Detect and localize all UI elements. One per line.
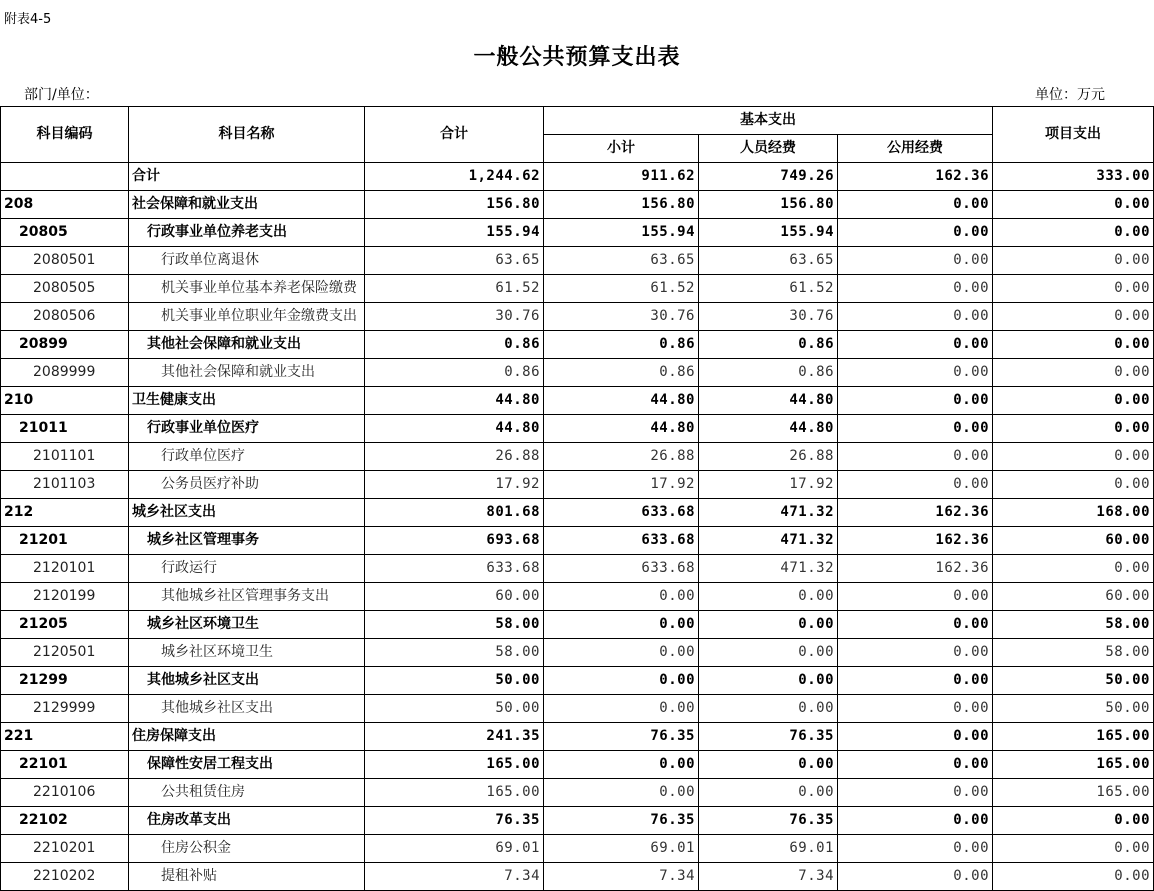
subtotal-cell: 155.94 — [544, 219, 699, 247]
project-expenditure-cell: 0.00 — [993, 275, 1154, 303]
table-body — [1, 163, 1154, 891]
table-row — [1, 667, 1154, 695]
personnel-cost-cell: 26.88 — [699, 443, 838, 471]
project-expenditure-cell: 168.00 — [993, 499, 1154, 527]
subject-name-cell: 城乡社区管理事务 — [129, 527, 365, 555]
table-row — [1, 331, 1154, 359]
subject-code-cell: 212 — [1, 499, 129, 527]
public-cost-cell: 0.00 — [838, 779, 993, 807]
total-cell: 0.86 — [365, 359, 544, 387]
public-cost-cell: 0.00 — [838, 611, 993, 639]
personnel-cost-cell: 156.80 — [699, 191, 838, 219]
table-row — [1, 191, 1154, 219]
table-row — [1, 247, 1154, 275]
personnel-cost-cell: 0.00 — [699, 639, 838, 667]
public-cost-cell: 0.00 — [838, 247, 993, 275]
subtotal-cell: 30.76 — [544, 303, 699, 331]
table-row — [1, 555, 1154, 583]
project-expenditure-cell: 58.00 — [993, 639, 1154, 667]
total-cell: 155.94 — [365, 219, 544, 247]
personnel-cost-cell: 471.32 — [699, 499, 838, 527]
subtotal-cell: 0.00 — [544, 751, 699, 779]
subject-name-cell: 社会保障和就业支出 — [129, 191, 365, 219]
project-expenditure-cell: 60.00 — [993, 583, 1154, 611]
personnel-cost-cell: 44.80 — [699, 387, 838, 415]
subtotal-cell: 0.00 — [544, 667, 699, 695]
subject-name-cell: 行政事业单位医疗 — [129, 415, 365, 443]
total-row — [1, 163, 1154, 191]
subject-code-cell: 20899 — [1, 331, 129, 359]
personnel-cost-cell: 0.86 — [699, 331, 838, 359]
table-row — [1, 835, 1154, 863]
project-expenditure-cell: 0.00 — [993, 555, 1154, 583]
project-expenditure-cell: 0.00 — [993, 191, 1154, 219]
personnel-cost-cell: 155.94 — [699, 219, 838, 247]
header-name: 科目名称 — [129, 107, 365, 163]
public-cost-cell: 0.00 — [838, 275, 993, 303]
project-expenditure-cell: 0.00 — [993, 219, 1154, 247]
subject-code-cell: 2101103 — [1, 471, 129, 499]
subtotal-cell: 7.34 — [544, 863, 699, 891]
total-cell: 17.92 — [365, 471, 544, 499]
personnel-cost-cell: 69.01 — [699, 835, 838, 863]
project-expenditure-cell: 165.00 — [993, 751, 1154, 779]
subject-code-cell: 2210202 — [1, 863, 129, 891]
subject-name-cell: 提租补贴 — [129, 863, 365, 891]
subject-code-cell: 21201 — [1, 527, 129, 555]
subtotal-cell: 26.88 — [544, 443, 699, 471]
personnel-cost-cell: 76.35 — [699, 723, 838, 751]
subject-code-cell: 2080501 — [1, 247, 129, 275]
public-cost-cell: 0.00 — [838, 191, 993, 219]
public-cost-cell: 0.00 — [838, 219, 993, 247]
public-cost-cell: 0.00 — [838, 863, 993, 891]
subtotal-cell: 76.35 — [544, 723, 699, 751]
subject-code-cell: 21011 — [1, 415, 129, 443]
personnel-cost-cell: 0.00 — [699, 695, 838, 723]
subject-name-cell: 住房改革支出 — [129, 807, 365, 835]
subject-code-cell: 2129999 — [1, 695, 129, 723]
total-cell: 0.86 — [365, 331, 544, 359]
header-basic-expenditure: 基本支出 — [544, 107, 993, 135]
subtotal-cell: 633.68 — [544, 527, 699, 555]
table-row — [1, 219, 1154, 247]
subject-name-cell: 机关事业单位职业年金缴费支出 — [129, 303, 365, 331]
personnel-cost-cell: 30.76 — [699, 303, 838, 331]
table-row — [1, 695, 1154, 723]
project-expenditure-cell: 0.00 — [993, 247, 1154, 275]
subject-code-cell: 210 — [1, 387, 129, 415]
public-cost-cell: 0.00 — [838, 835, 993, 863]
subtotal-cell: 44.80 — [544, 415, 699, 443]
header-subtotal: 小计 — [544, 135, 699, 163]
table-row — [1, 415, 1154, 443]
subject-name-cell: 住房保障支出 — [129, 723, 365, 751]
subject-code-cell: 2210106 — [1, 779, 129, 807]
subject-code-cell: 221 — [1, 723, 129, 751]
subject-name-cell: 住房公积金 — [129, 835, 365, 863]
subtotal-cell: 0.00 — [544, 695, 699, 723]
public-cost-cell: 162.36 — [838, 527, 993, 555]
total-cell: 50.00 — [365, 667, 544, 695]
subject-code-cell: 208 — [1, 191, 129, 219]
public-cost-cell: 0.00 — [838, 359, 993, 387]
total-cell: 693.68 — [365, 527, 544, 555]
project-expenditure-cell: 0.00 — [993, 303, 1154, 331]
subtotal-cell: 911.62 — [544, 163, 699, 191]
attachment-label: 附表4-5 — [4, 12, 52, 27]
subject-code-cell: 20805 — [1, 219, 129, 247]
unit-label: 单位：万元 — [1035, 87, 1105, 103]
budget-table — [0, 106, 1154, 891]
subject-name-cell: 合计 — [129, 163, 365, 191]
subject-name-cell: 保障性安居工程支出 — [129, 751, 365, 779]
total-cell: 156.80 — [365, 191, 544, 219]
table-row — [1, 863, 1154, 891]
header-personnel: 人员经费 — [699, 135, 838, 163]
project-expenditure-cell: 0.00 — [993, 863, 1154, 891]
subtotal-cell: 76.35 — [544, 807, 699, 835]
subtotal-cell: 0.86 — [544, 331, 699, 359]
total-cell: 633.68 — [365, 555, 544, 583]
subtotal-cell: 61.52 — [544, 275, 699, 303]
department-label: 部门/单位： — [24, 87, 99, 103]
subject-name-cell: 公共租赁住房 — [129, 779, 365, 807]
table-header — [1, 107, 1154, 163]
project-expenditure-cell: 50.00 — [993, 695, 1154, 723]
public-cost-cell: 162.36 — [838, 499, 993, 527]
personnel-cost-cell: 76.35 — [699, 807, 838, 835]
total-cell: 50.00 — [365, 695, 544, 723]
table-row — [1, 611, 1154, 639]
table-row — [1, 471, 1154, 499]
project-expenditure-cell: 333.00 — [993, 163, 1154, 191]
subtotal-cell: 156.80 — [544, 191, 699, 219]
subject-name-cell: 机关事业单位基本养老保险缴费 — [129, 275, 365, 303]
header-total: 合计 — [365, 107, 544, 163]
subject-name-cell: 城乡社区支出 — [129, 499, 365, 527]
subtotal-cell: 0.00 — [544, 779, 699, 807]
subject-name-cell: 其他社会保障和就业支出 — [129, 359, 365, 387]
total-cell: 1,244.62 — [365, 163, 544, 191]
subject-name-cell: 其他城乡社区管理事务支出 — [129, 583, 365, 611]
personnel-cost-cell: 7.34 — [699, 863, 838, 891]
header-code: 科目编码 — [1, 107, 129, 163]
subject-code-cell: 21299 — [1, 667, 129, 695]
subject-code-cell: 22101 — [1, 751, 129, 779]
personnel-cost-cell: 0.00 — [699, 779, 838, 807]
personnel-cost-cell: 749.26 — [699, 163, 838, 191]
table-row — [1, 779, 1154, 807]
public-cost-cell: 0.00 — [838, 751, 993, 779]
total-cell: 26.88 — [365, 443, 544, 471]
table-row — [1, 583, 1154, 611]
subject-code-cell: 2080506 — [1, 303, 129, 331]
project-expenditure-cell: 165.00 — [993, 779, 1154, 807]
subtotal-cell: 0.00 — [544, 611, 699, 639]
subject-code-cell: 2120199 — [1, 583, 129, 611]
personnel-cost-cell: 0.00 — [699, 583, 838, 611]
public-cost-cell: 0.00 — [838, 667, 993, 695]
subject-name-cell: 城乡社区环境卫生 — [129, 639, 365, 667]
public-cost-cell: 0.00 — [838, 471, 993, 499]
total-cell: 801.68 — [365, 499, 544, 527]
public-cost-cell: 0.00 — [838, 443, 993, 471]
table-row — [1, 275, 1154, 303]
subject-code-cell: 2120101 — [1, 555, 129, 583]
table-row — [1, 639, 1154, 667]
page-title: 一般公共预算支出表 — [473, 45, 681, 70]
subtotal-cell: 17.92 — [544, 471, 699, 499]
subject-code-cell: 2101101 — [1, 443, 129, 471]
project-expenditure-cell: 60.00 — [993, 527, 1154, 555]
total-cell: 69.01 — [365, 835, 544, 863]
project-expenditure-cell: 0.00 — [993, 387, 1154, 415]
personnel-cost-cell: 0.86 — [699, 359, 838, 387]
subject-code-cell: 2120501 — [1, 639, 129, 667]
subject-code-cell: 21205 — [1, 611, 129, 639]
project-expenditure-cell: 0.00 — [993, 807, 1154, 835]
header-public: 公用经费 — [838, 135, 993, 163]
subject-code-cell — [1, 163, 129, 191]
public-cost-cell: 0.00 — [838, 723, 993, 751]
subtotal-cell: 633.68 — [544, 499, 699, 527]
table-row — [1, 751, 1154, 779]
total-cell: 76.35 — [365, 807, 544, 835]
public-cost-cell: 0.00 — [838, 639, 993, 667]
subject-name-cell: 其他城乡社区支出 — [129, 667, 365, 695]
subject-name-cell: 其他社会保障和就业支出 — [129, 331, 365, 359]
subject-name-cell: 公务员医疗补助 — [129, 471, 365, 499]
subtotal-cell: 0.00 — [544, 639, 699, 667]
total-cell: 241.35 — [365, 723, 544, 751]
project-expenditure-cell: 0.00 — [993, 359, 1154, 387]
subject-name-cell: 行政运行 — [129, 555, 365, 583]
public-cost-cell: 162.36 — [838, 163, 993, 191]
personnel-cost-cell: 61.52 — [699, 275, 838, 303]
project-expenditure-cell: 58.00 — [993, 611, 1154, 639]
subtotal-cell: 0.00 — [544, 583, 699, 611]
subtotal-cell: 633.68 — [544, 555, 699, 583]
project-expenditure-cell: 0.00 — [993, 471, 1154, 499]
subject-code-cell: 2080505 — [1, 275, 129, 303]
total-cell: 165.00 — [365, 779, 544, 807]
total-cell: 58.00 — [365, 611, 544, 639]
subject-name-cell: 行政单位医疗 — [129, 443, 365, 471]
personnel-cost-cell: 471.32 — [699, 555, 838, 583]
table-row — [1, 387, 1154, 415]
public-cost-cell: 0.00 — [838, 303, 993, 331]
subject-code-cell: 2089999 — [1, 359, 129, 387]
project-expenditure-cell: 0.00 — [993, 835, 1154, 863]
subject-name-cell: 行政事业单位养老支出 — [129, 219, 365, 247]
personnel-cost-cell: 0.00 — [699, 667, 838, 695]
public-cost-cell: 0.00 — [838, 415, 993, 443]
table-row — [1, 807, 1154, 835]
project-expenditure-cell: 50.00 — [993, 667, 1154, 695]
subject-name-cell: 其他城乡社区支出 — [129, 695, 365, 723]
subject-name-cell: 行政单位离退休 — [129, 247, 365, 275]
total-cell: 61.52 — [365, 275, 544, 303]
table-row — [1, 359, 1154, 387]
personnel-cost-cell: 0.00 — [699, 611, 838, 639]
public-cost-cell: 0.00 — [838, 331, 993, 359]
project-expenditure-cell: 0.00 — [993, 443, 1154, 471]
personnel-cost-cell: 17.92 — [699, 471, 838, 499]
public-cost-cell: 0.00 — [838, 695, 993, 723]
total-cell: 44.80 — [365, 387, 544, 415]
personnel-cost-cell: 0.00 — [699, 751, 838, 779]
total-cell: 165.00 — [365, 751, 544, 779]
subtotal-cell: 0.86 — [544, 359, 699, 387]
total-cell: 44.80 — [365, 415, 544, 443]
subject-name-cell: 城乡社区环境卫生 — [129, 611, 365, 639]
subtotal-cell: 44.80 — [544, 387, 699, 415]
table-row — [1, 499, 1154, 527]
personnel-cost-cell: 44.80 — [699, 415, 838, 443]
table-row — [1, 303, 1154, 331]
subject-code-cell: 2210201 — [1, 835, 129, 863]
public-cost-cell: 0.00 — [838, 807, 993, 835]
subject-code-cell: 22102 — [1, 807, 129, 835]
personnel-cost-cell: 63.65 — [699, 247, 838, 275]
table-row — [1, 527, 1154, 555]
total-cell: 7.34 — [365, 863, 544, 891]
total-cell: 30.76 — [365, 303, 544, 331]
project-expenditure-cell: 0.00 — [993, 331, 1154, 359]
header-project-expenditure: 项目支出 — [993, 107, 1154, 163]
table-row — [1, 723, 1154, 751]
project-expenditure-cell: 165.00 — [993, 723, 1154, 751]
public-cost-cell: 0.00 — [838, 583, 993, 611]
subject-name-cell: 卫生健康支出 — [129, 387, 365, 415]
table-row — [1, 443, 1154, 471]
subtotal-cell: 69.01 — [544, 835, 699, 863]
subtotal-cell: 63.65 — [544, 247, 699, 275]
personnel-cost-cell: 471.32 — [699, 527, 838, 555]
project-expenditure-cell: 0.00 — [993, 415, 1154, 443]
total-cell: 58.00 — [365, 639, 544, 667]
total-cell: 63.65 — [365, 247, 544, 275]
public-cost-cell: 0.00 — [838, 387, 993, 415]
total-cell: 60.00 — [365, 583, 544, 611]
public-cost-cell: 162.36 — [838, 555, 993, 583]
